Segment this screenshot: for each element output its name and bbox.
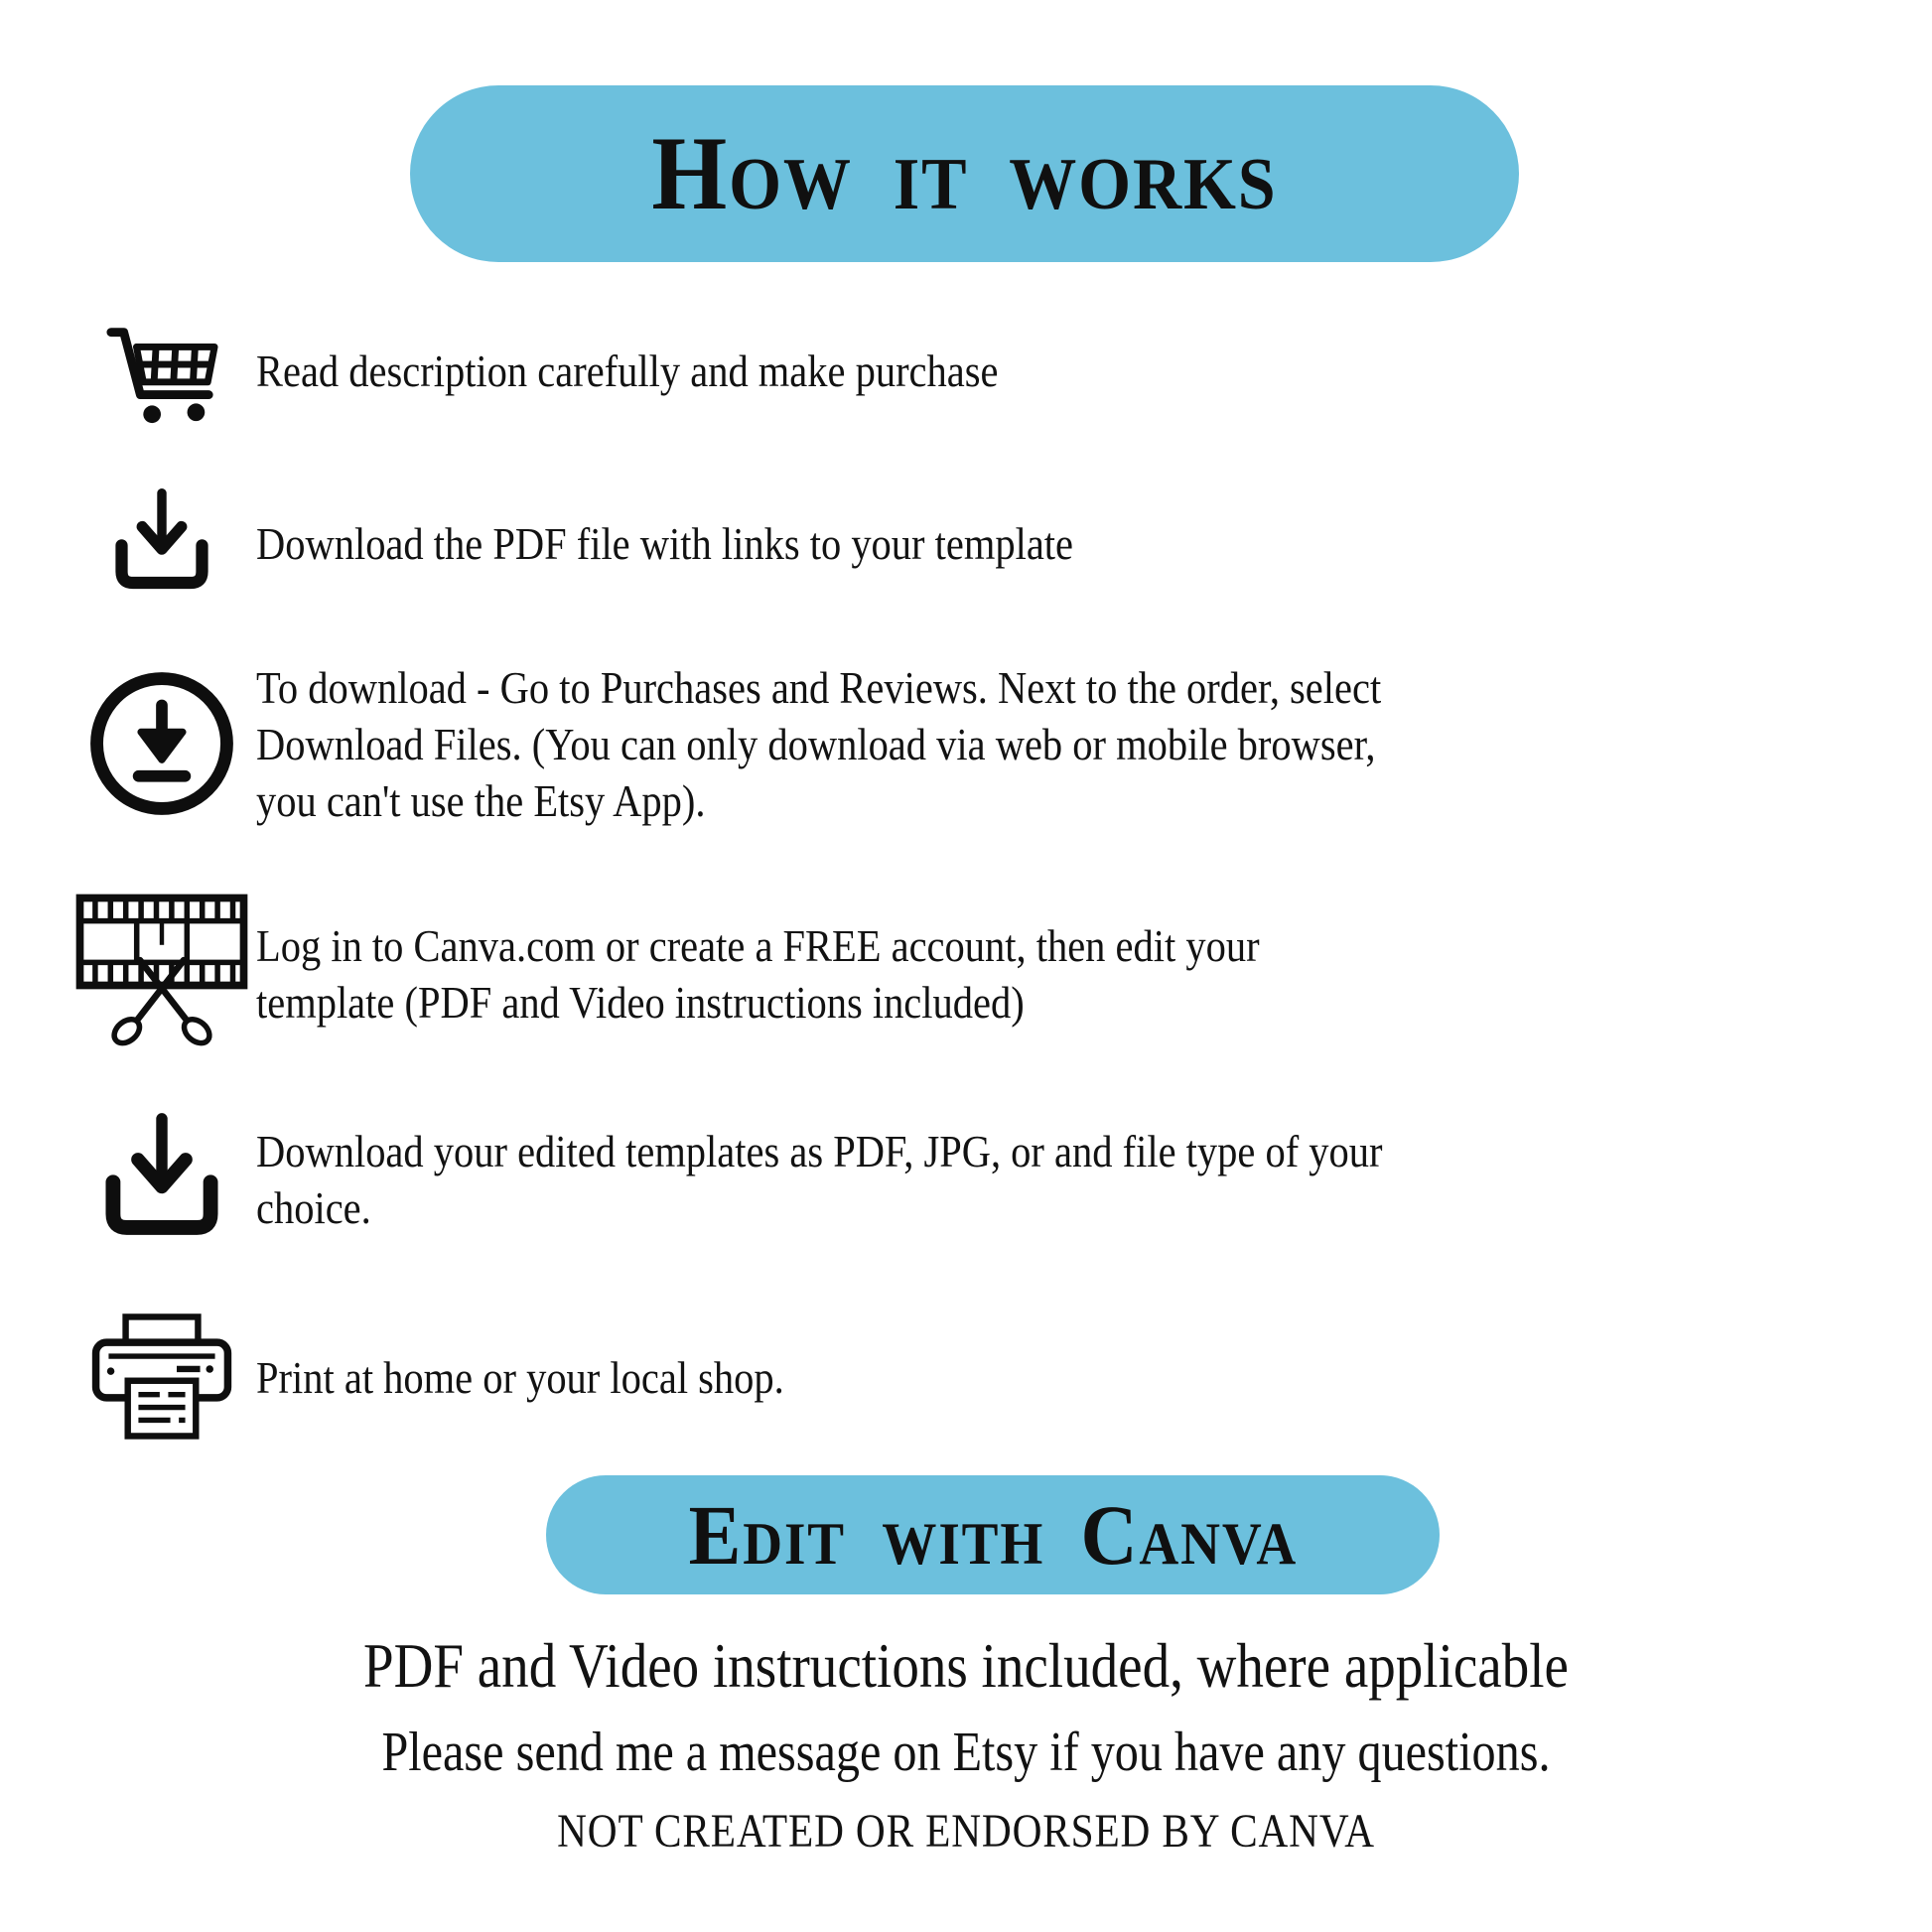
header-banner xyxy=(410,85,1519,262)
step-text-line: To download - Go to Purchases and Reviews. Next to the order, select xyxy=(256,661,1382,713)
step-text xyxy=(256,515,1073,572)
shopping-cart-icon xyxy=(68,312,256,429)
subheader-title: Edit with Canva xyxy=(688,1487,1298,1583)
page-title: How it works xyxy=(651,115,1278,231)
step-row-edit-canva xyxy=(68,888,1805,1060)
step-row-how-to-download xyxy=(68,661,1805,826)
step-text xyxy=(256,917,1260,1031)
step-text-line: template (PDF and Video instructions included) xyxy=(256,977,1025,1028)
step-row-download-pdf xyxy=(68,484,1805,602)
step-text xyxy=(256,659,1381,829)
step-text-line: Read description carefully and make purchase xyxy=(256,345,999,396)
footer-note-contact: Please send me a message on Etsy if you have any questions. xyxy=(381,1722,1551,1783)
step-text-line: Print at home or your local shop. xyxy=(256,1351,784,1403)
step-text xyxy=(256,1123,1383,1236)
step-row-purchase xyxy=(68,310,1805,431)
printer-icon xyxy=(68,1311,256,1444)
download-icon xyxy=(68,487,256,600)
step-text-line: Log in to Canva.com or create a FREE account, then edit your xyxy=(256,920,1260,971)
subheader-banner xyxy=(546,1475,1440,1594)
step-text-line: Download the PDF file with links to your template xyxy=(256,517,1074,569)
step-text-line: you can't use the Etsy App). xyxy=(256,774,706,826)
film-scissors-icon xyxy=(68,893,256,1056)
step-text-line: Download your edited templates as PDF, JPG, or and file type of your xyxy=(256,1126,1383,1176)
footer-disclaimer: NOT CREATED OR ENDORSED BY CANVA xyxy=(557,1805,1375,1858)
step-text-line: choice. xyxy=(256,1182,371,1233)
footer-note-instructions: PDF and Video instructions included, where applicable xyxy=(363,1630,1569,1701)
download-circle-icon xyxy=(68,668,256,819)
step-text xyxy=(256,1349,784,1406)
step-text xyxy=(256,343,998,399)
step-text-line: Download Files. (You can only download via web or mobile browser, xyxy=(256,718,1376,769)
step-row-print xyxy=(68,1314,1805,1440)
download-icon xyxy=(68,1112,256,1248)
step-row-export xyxy=(68,1112,1805,1247)
